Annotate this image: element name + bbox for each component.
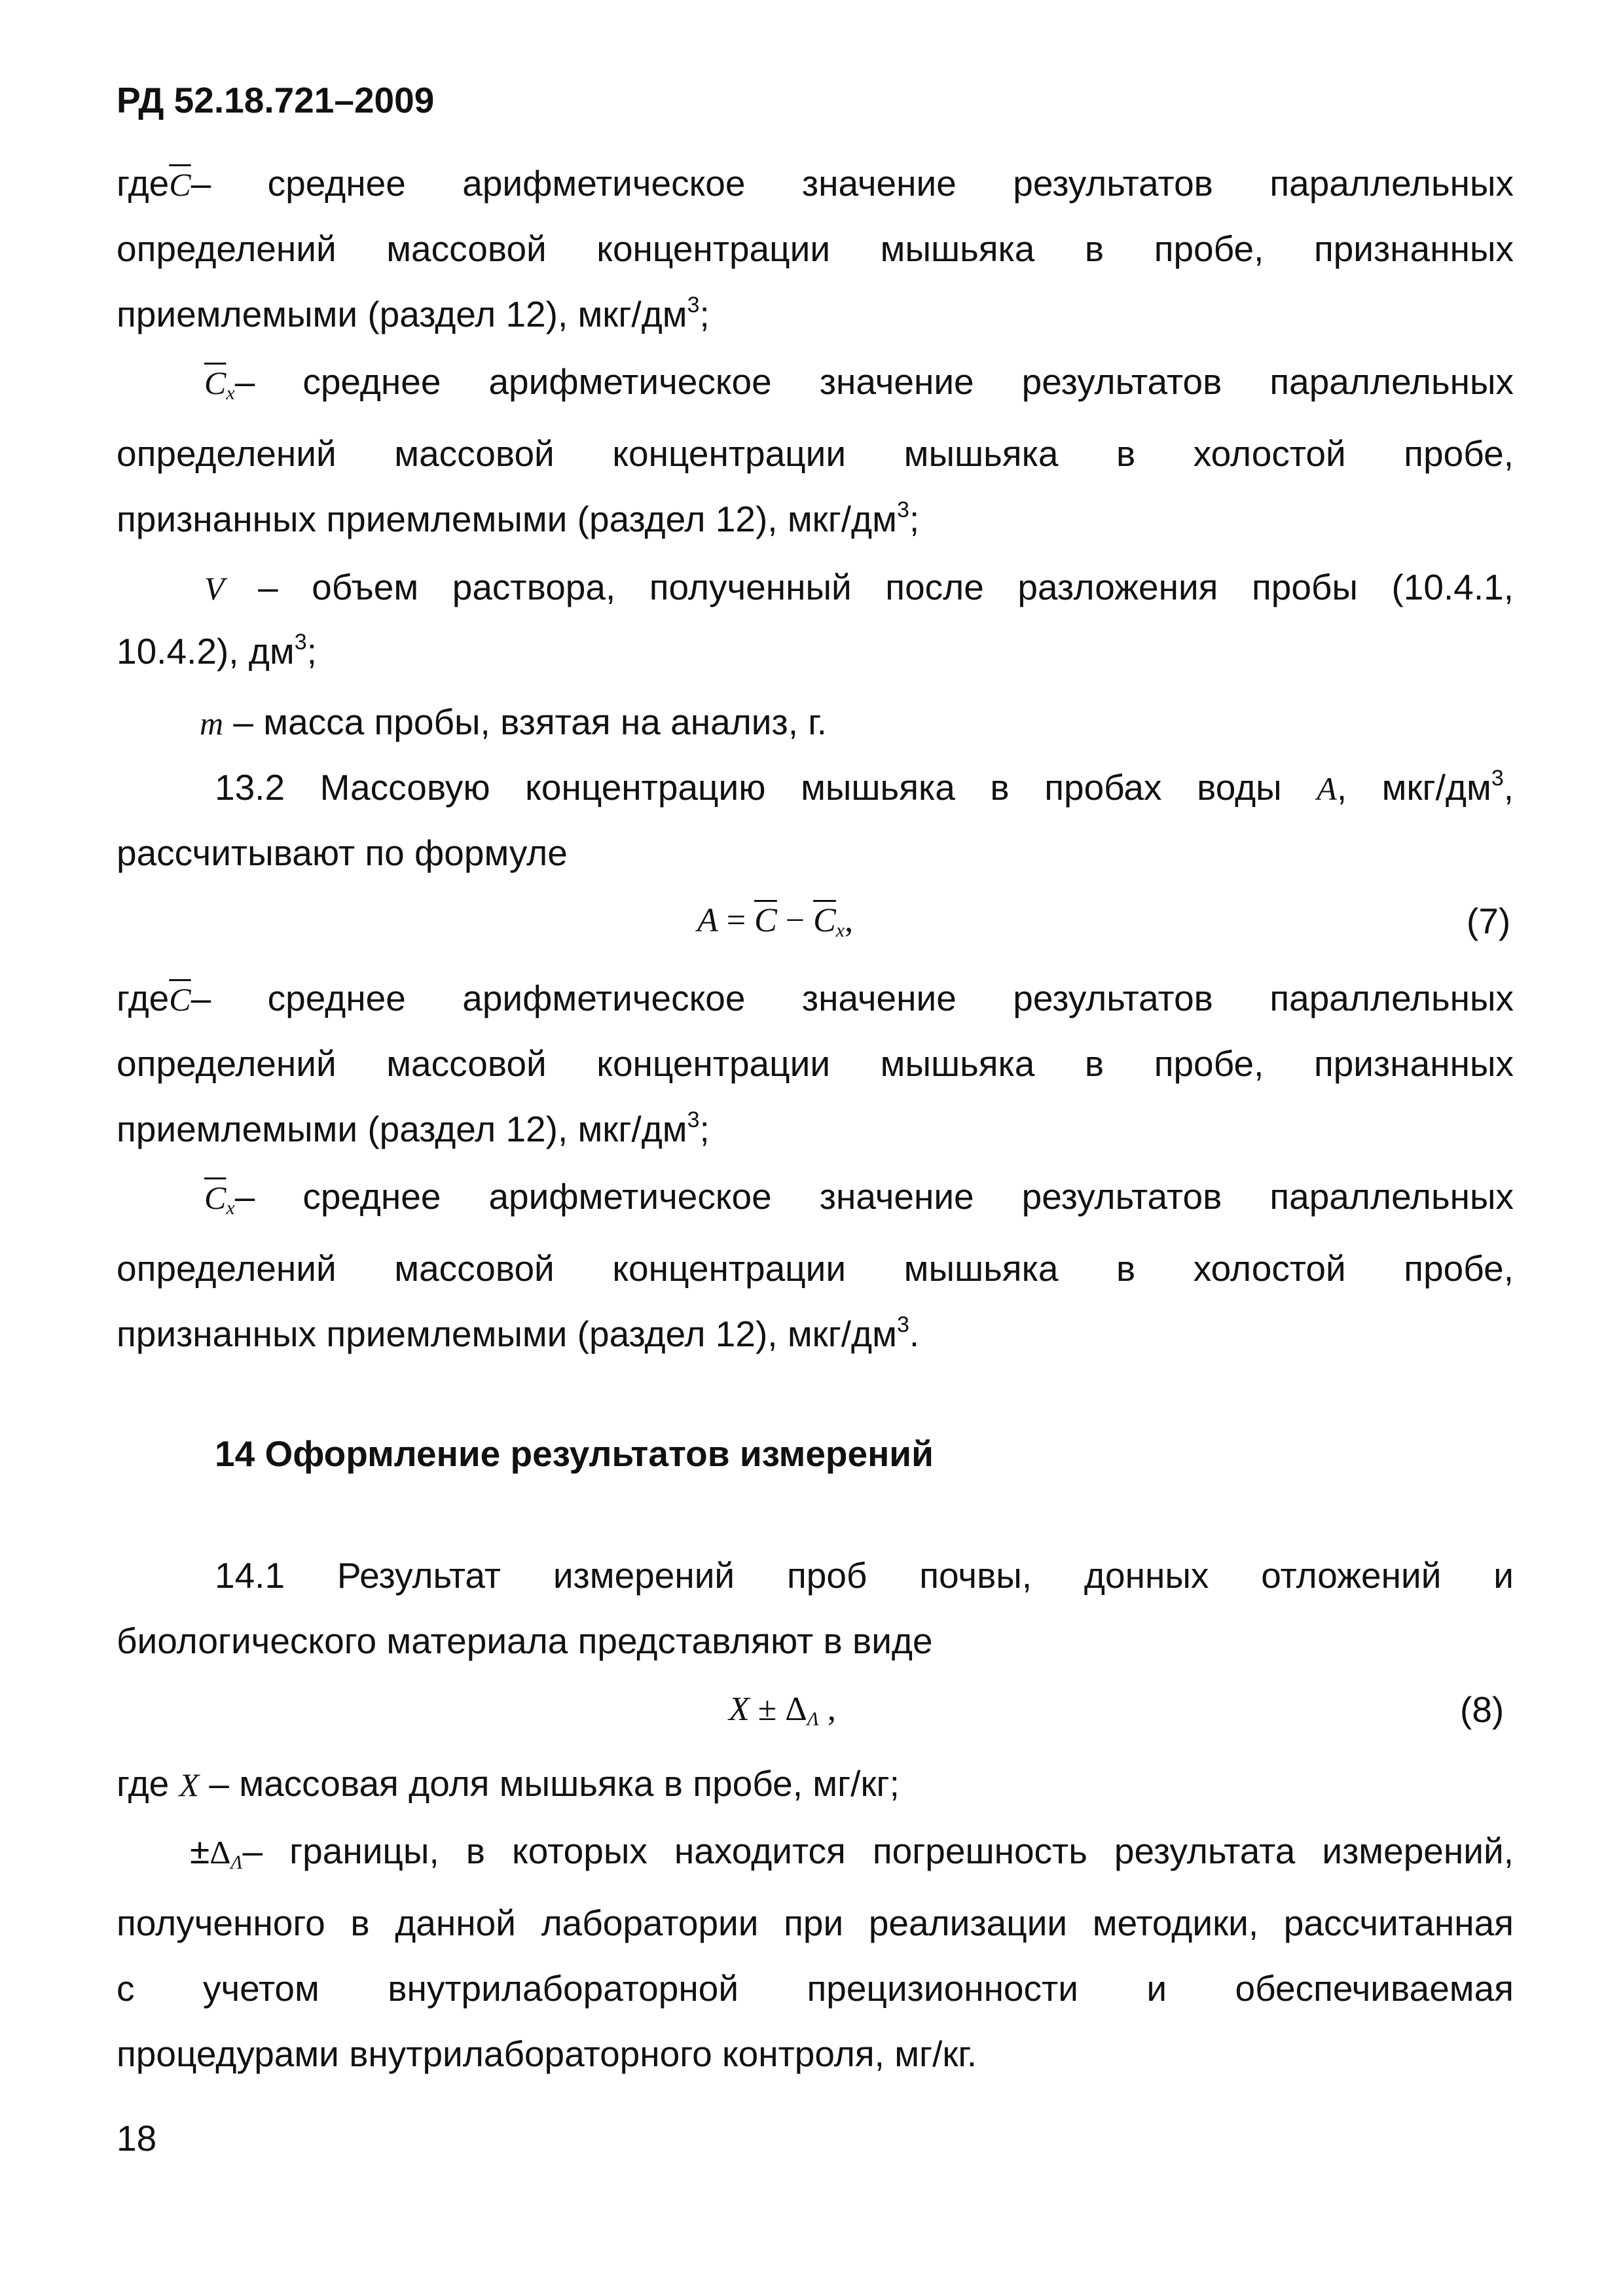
definition-x bbox=[117, 1761, 900, 1808]
definition-v-line2 bbox=[117, 628, 317, 674]
punctuation: ; bbox=[909, 499, 920, 539]
punctuation: . bbox=[909, 1314, 920, 1354]
unit-text: , мкг/дм bbox=[1336, 767, 1491, 808]
unit-text: признанных приемлемыми (раздел 12), мкг/дм bbox=[117, 499, 897, 539]
superscript: 3 bbox=[1491, 766, 1504, 791]
definition-text: – границы, в которых находится погрешность результата измерений, bbox=[242, 1831, 1514, 1871]
document-code: РД 52.18.721–2009 bbox=[117, 80, 435, 120]
symbol-c-bar: $\overline{C}$ bbox=[204, 365, 227, 401]
symbol-a: A bbox=[1317, 770, 1337, 807]
plus-minus: ± bbox=[190, 1831, 210, 1871]
definition-cx-line1 bbox=[204, 359, 1514, 406]
superscript: 3 bbox=[687, 1107, 700, 1132]
section-14-heading: 14 Оформление результатов измерений bbox=[215, 1433, 934, 1474]
definition-cx-line2-b: определений массовой концентрации мышьяка в холостой пробе, bbox=[117, 1248, 1514, 1289]
definition-m bbox=[200, 699, 827, 746]
symbol-c-bar: $\overline{C}$ bbox=[169, 166, 191, 203]
formula-a: A bbox=[697, 902, 718, 939]
definition-c-line1 bbox=[117, 160, 1514, 207]
definition-text: – среднее арифметическое значение результатов параллельных bbox=[191, 978, 1514, 1018]
section-13-2-line1: 13.2 Массовую концентрацию мышьяка в пробах воды A, мкг/$дм^3$, bbox=[215, 766, 1514, 808]
definition-delta-line3: с учетом внутрилабораторной прецизионности и обеспечиваемая bbox=[117, 1968, 1514, 2009]
formula-cx-bar: $\overline{C}$ bbox=[813, 902, 836, 939]
punctuation: ; bbox=[699, 294, 710, 334]
symbol-v: V bbox=[204, 570, 225, 607]
formula-plus-minus-delta: ± Δ bbox=[749, 1691, 807, 1728]
symbol-m: m bbox=[200, 705, 224, 742]
equation-number-7: (7) bbox=[1467, 901, 1511, 941]
formula-7 bbox=[697, 898, 853, 944]
formula-subscript-lambda: Λ bbox=[807, 1708, 819, 1730]
definition-cx-line2: определений массовой концентрации мышьяка в холостой пробе, bbox=[117, 433, 1514, 474]
definition-cx-line1-b bbox=[204, 1174, 1514, 1221]
unit-text: приемлемыми (раздел 12), мкг/дм bbox=[117, 1109, 687, 1149]
paragraph-text: 13.2 Массовую концентрацию мышьяка в пробах воды bbox=[215, 767, 1317, 808]
superscript: 3 bbox=[896, 497, 909, 522]
section-14-1-line1: 14.1 Результат измерений проб почвы, донных отложений и bbox=[215, 1555, 1514, 1596]
definition-text: – объем раствора, полученный после разложения пробы (10.4.1, bbox=[224, 567, 1514, 607]
subscript-x: x bbox=[226, 382, 235, 404]
definition-c-line3 bbox=[117, 291, 710, 337]
definition-v-line1 bbox=[204, 564, 1514, 611]
definition-c-line2: определений массовой концентрации мышьяка в пробе, признанных bbox=[117, 228, 1514, 269]
unit-text: признанных приемлемыми (раздел 12), мкг/дм bbox=[117, 1314, 897, 1354]
formula-8 bbox=[729, 1687, 836, 1732]
formula-comma: , bbox=[845, 902, 854, 939]
lead-word: где bbox=[117, 978, 170, 1018]
section-13-2-line2: рассчитывают по формуле bbox=[117, 833, 568, 873]
equation-number-8: (8) bbox=[1460, 1689, 1504, 1730]
definition-text: – массовая доля мышьяка в пробе, мг/кг; bbox=[199, 1763, 900, 1804]
definition-cx-line3 bbox=[117, 496, 919, 542]
punctuation: ; bbox=[699, 1109, 710, 1149]
lead-word: где bbox=[117, 163, 170, 204]
unit-text: приемлемыми (раздел 12), мкг/дм bbox=[117, 294, 687, 334]
symbol-x: X bbox=[179, 1767, 200, 1803]
formula-equals: = bbox=[718, 902, 755, 939]
subscript-lambda: Λ bbox=[230, 1852, 243, 1873]
definition-c-line1-b bbox=[117, 975, 1514, 1022]
definition-delta-line2: полученного в данной лаборатории при реализации методики, рассчитанная bbox=[117, 1903, 1514, 1943]
definition-text: – среднее арифметическое значение результатов параллельных bbox=[234, 361, 1514, 402]
superscript: 3 bbox=[896, 1312, 909, 1337]
superscript: 3 bbox=[294, 630, 307, 655]
symbol-delta: Δ bbox=[210, 1834, 231, 1871]
formula-subscript-x: x bbox=[835, 920, 845, 941]
unit-text: 10.4.2), дм bbox=[117, 631, 295, 672]
page-number: 18 bbox=[117, 2118, 157, 2159]
definition-delta-line1 bbox=[190, 1828, 1514, 1875]
definition-text: – среднее арифметическое значение результатов параллельных bbox=[191, 163, 1514, 204]
lead-word: где bbox=[117, 1763, 179, 1804]
definition-delta-line4: процедурами внутрилабораторного контроля, мг/кг. bbox=[117, 2034, 977, 2074]
punctuation: ; bbox=[306, 631, 317, 672]
definition-text: – среднее арифметическое значение результатов параллельных bbox=[234, 1176, 1514, 1217]
formula-c-bar: $\overline{C}$ bbox=[754, 902, 777, 939]
definition-c-line3-b bbox=[117, 1106, 710, 1152]
subscript-x: x bbox=[226, 1197, 235, 1219]
formula-comma: , bbox=[818, 1691, 836, 1728]
symbol-c-bar: $\overline{C}$ bbox=[169, 981, 191, 1018]
definition-c-line2-b: определений массовой концентрации мышьяка в пробе, признанных bbox=[117, 1043, 1514, 1084]
symbol-c-bar: $\overline{C}$ bbox=[204, 1179, 227, 1216]
definition-cx-line3-b bbox=[117, 1311, 919, 1357]
formula-x: X bbox=[729, 1691, 750, 1728]
definition-text: – масса пробы, взятая на анализ, г. bbox=[223, 702, 827, 742]
formula-minus: − bbox=[776, 902, 814, 939]
section-14-1-line2: биологического материала представляют в виде bbox=[117, 1621, 933, 1661]
superscript: 3 bbox=[687, 293, 700, 317]
